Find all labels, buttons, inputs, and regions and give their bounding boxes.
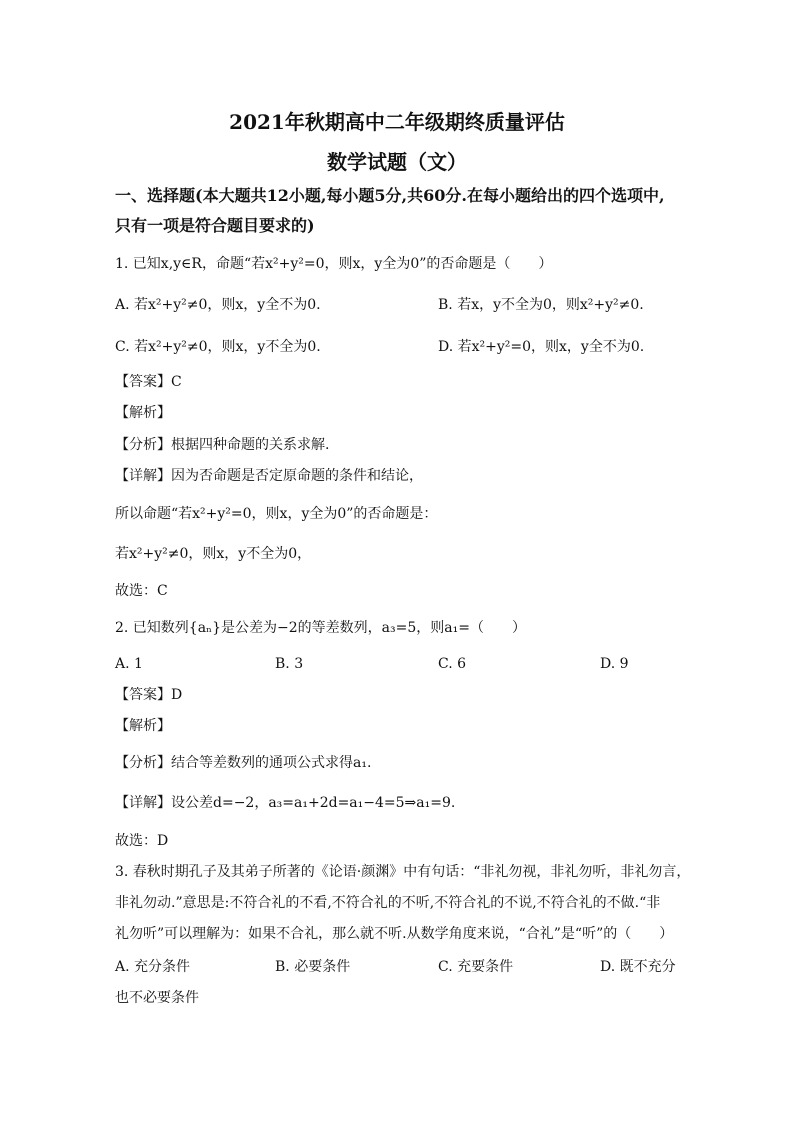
q1-option-c: C. 若x²+y²≠0，则x，y不全为0. bbox=[115, 339, 321, 355]
q1-line3: 若x²+y²≠0，则x，y不全为0， bbox=[115, 546, 312, 562]
q2-fenxi: 【分析】结合等差数列的通项公式求得a₁. bbox=[115, 755, 372, 771]
q1-jiexi: 【解析】 bbox=[115, 405, 171, 421]
q2-xiangjie: 【详解】设公差d=−2，a₃=a₁+2d=a₁−4=5⇒a₁=9. bbox=[115, 795, 456, 811]
q2-answer: 【答案】D bbox=[115, 687, 183, 703]
section-heading-line2: 只有一项是符合题目要求的) bbox=[115, 216, 315, 235]
q2-option-c: C. 6 bbox=[438, 656, 467, 672]
page-subtitle: 数学试题（文） bbox=[327, 150, 467, 174]
q1-answer: 【答案】C bbox=[115, 374, 182, 390]
q1-option-d: D. 若x²+y²=0，则x，y全不为0. bbox=[438, 339, 645, 355]
q1-xiangjie: 【详解】因为否命题是否定原命题的条件和结论， bbox=[115, 468, 423, 484]
q1-fenxi: 【分析】根据四种命题的关系求解. bbox=[115, 437, 330, 453]
q3-option-b: B. 必要条件 bbox=[275, 959, 351, 975]
q2-guxuan: 故选：D bbox=[115, 833, 169, 849]
q1-line2: 所以命题“若x²+y²=0，则x，y全为0”的否命题是： bbox=[115, 506, 438, 522]
q2-option-a: A. 1 bbox=[115, 656, 143, 672]
page-title: 2021年秋期高中二年级期终质量评估 bbox=[229, 110, 565, 134]
q3-option-a: A. 充分条件 bbox=[115, 959, 191, 975]
q3-line3: 礼勿听”可以理解为：如果不合礼，那么就不听.从数学角度来说，“合礼”是“听”的（ ） bbox=[115, 926, 674, 942]
q3-line1: 3. 春秋时期孔子及其弟子所著的《论语·颜渊》中有句话：“非礼勿视，非礼勿听，非礼勿言， bbox=[115, 864, 691, 880]
q3-option-d-cont: 也不必要条件 bbox=[115, 990, 199, 1006]
q2-stem: 2. 已知数列{aₙ}是公差为−2的等差数列，a₃=5，则a₁=（ ） bbox=[115, 620, 526, 636]
q2-option-d: D. 9 bbox=[600, 656, 629, 672]
q1-option-a: A. 若x²+y²≠0，则x，y全不为0. bbox=[115, 297, 321, 313]
q3-option-c: C. 充要条件 bbox=[438, 959, 514, 975]
section-heading-line1: 一、选择题(本大题共12小题,每小题5分,共60分.在每小题给出的四个选项中, bbox=[115, 186, 665, 205]
q1-option-b: B. 若x，y不全为0，则x²+y²≠0. bbox=[438, 297, 644, 313]
q1-guxuan: 故选：C bbox=[115, 583, 168, 599]
q2-jiexi: 【解析】 bbox=[115, 718, 171, 734]
q3-line2: 非礼勿动.”意思是:不符合礼的不看,不符合礼的不听,不符合礼的不说,不符合礼的不做.“非 bbox=[115, 895, 661, 911]
q3-option-d: D. 既不充分 bbox=[600, 959, 676, 975]
q2-option-b: B. 3 bbox=[275, 656, 304, 672]
q1-stem: 1. 已知x,y∈R，命题“若x²+y²=0，则x，y全为0”的否命题是（ ） bbox=[115, 256, 553, 272]
